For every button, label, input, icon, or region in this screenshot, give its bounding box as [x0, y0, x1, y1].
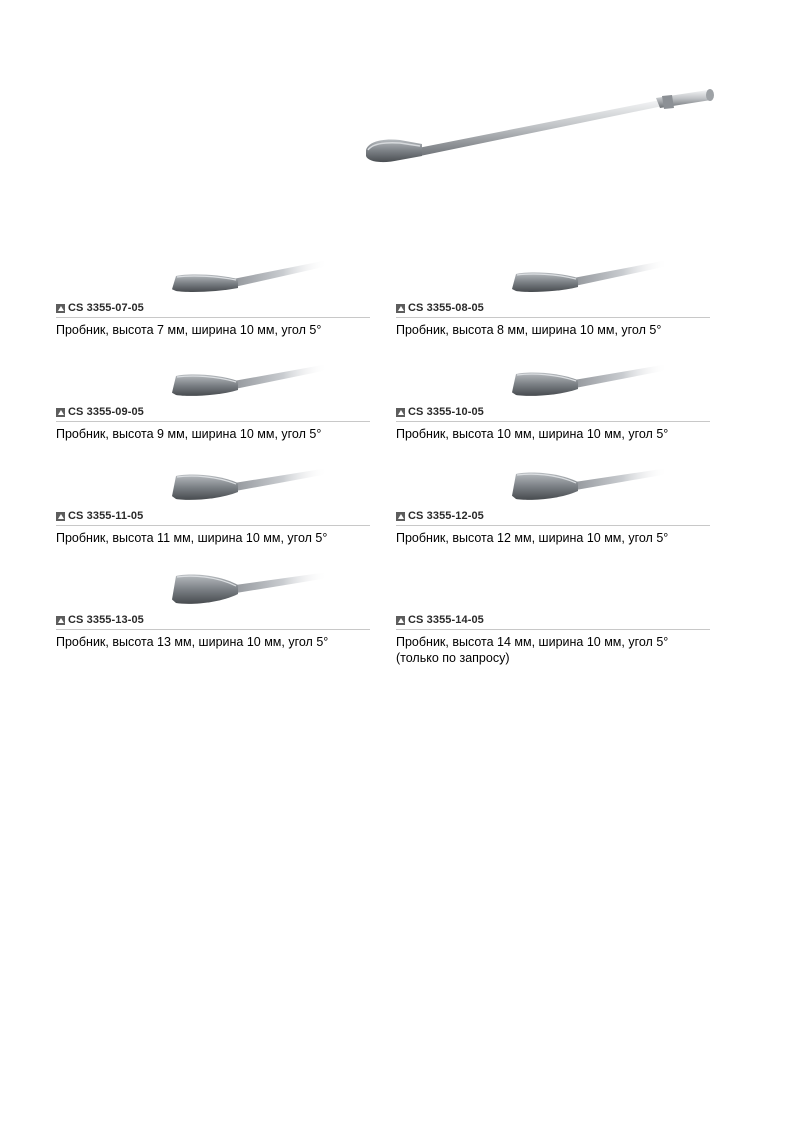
description-text: Пробник, высота 14 мм, ширина 10 мм, угол 5° [396, 635, 669, 649]
description-text: Пробник, высота 12 мм, ширина 10 мм, угол 5° [396, 531, 669, 545]
caution-triangle-icon [396, 616, 405, 625]
product-description [396, 530, 668, 546]
divider [396, 629, 710, 630]
description-text: Пробник, высота 8 мм, ширина 10 мм, угол 5° [396, 323, 662, 337]
probe-tip-image [168, 258, 330, 302]
probe-tip-image [168, 570, 330, 614]
divider [56, 317, 370, 318]
product-code-text: CS 3355-09-05 [68, 406, 144, 418]
product-code-text: CS 3355-07-05 [68, 302, 144, 314]
probe-tip-image [508, 466, 670, 510]
description-text: Пробник, высота 9 мм, ширина 10 мм, угол 5° [56, 427, 322, 441]
probe-tip-image [508, 362, 670, 406]
product-code [56, 406, 144, 418]
description-text: Пробник, высота 7 мм, ширина 10 мм, угол 5° [56, 323, 322, 337]
product-code [56, 302, 144, 314]
product-description [396, 426, 668, 442]
divider [396, 421, 710, 422]
description-text: Пробник, высота 10 мм, ширина 10 мм, угол 5° [396, 427, 669, 441]
product-code-text: CS 3355-14-05 [408, 614, 484, 626]
product-code [396, 302, 484, 314]
probe-tip-image [508, 258, 670, 302]
product-description [56, 530, 327, 546]
caution-triangle-icon [56, 512, 65, 521]
product-description [396, 322, 661, 338]
divider [56, 525, 370, 526]
description-text: Пробник, высота 11 мм, ширина 10 мм, угол 5° [56, 531, 328, 545]
product-code [396, 510, 484, 522]
divider [56, 421, 370, 422]
product-code-text: CS 3355-08-05 [408, 302, 484, 314]
product-code-text: CS 3355-12-05 [408, 510, 484, 522]
product-code-text: CS 3355-13-05 [68, 614, 144, 626]
caution-triangle-icon [396, 304, 405, 313]
product-code-text: CS 3355-10-05 [408, 406, 484, 418]
probe-hero-image [360, 84, 720, 176]
product-code-text: CS 3355-11-05 [68, 510, 144, 522]
product-description [396, 634, 668, 666]
product-description [56, 426, 321, 442]
divider [56, 629, 370, 630]
availability-note: (только по запросу) [396, 651, 510, 665]
product-code [396, 406, 484, 418]
product-code [56, 510, 143, 522]
caution-triangle-icon [396, 512, 405, 521]
caution-triangle-icon [396, 408, 405, 417]
product-description [56, 634, 328, 650]
product-description [56, 322, 321, 338]
divider [396, 317, 710, 318]
caution-triangle-icon [56, 616, 65, 625]
description-text: Пробник, высота 13 мм, ширина 10 мм, угол 5° [56, 635, 329, 649]
probe-tip-image [168, 466, 330, 510]
caution-triangle-icon [56, 408, 65, 417]
caution-triangle-icon [56, 304, 65, 313]
divider [396, 525, 710, 526]
product-code [396, 614, 484, 626]
probe-tip-image [168, 362, 330, 406]
product-code [56, 614, 144, 626]
